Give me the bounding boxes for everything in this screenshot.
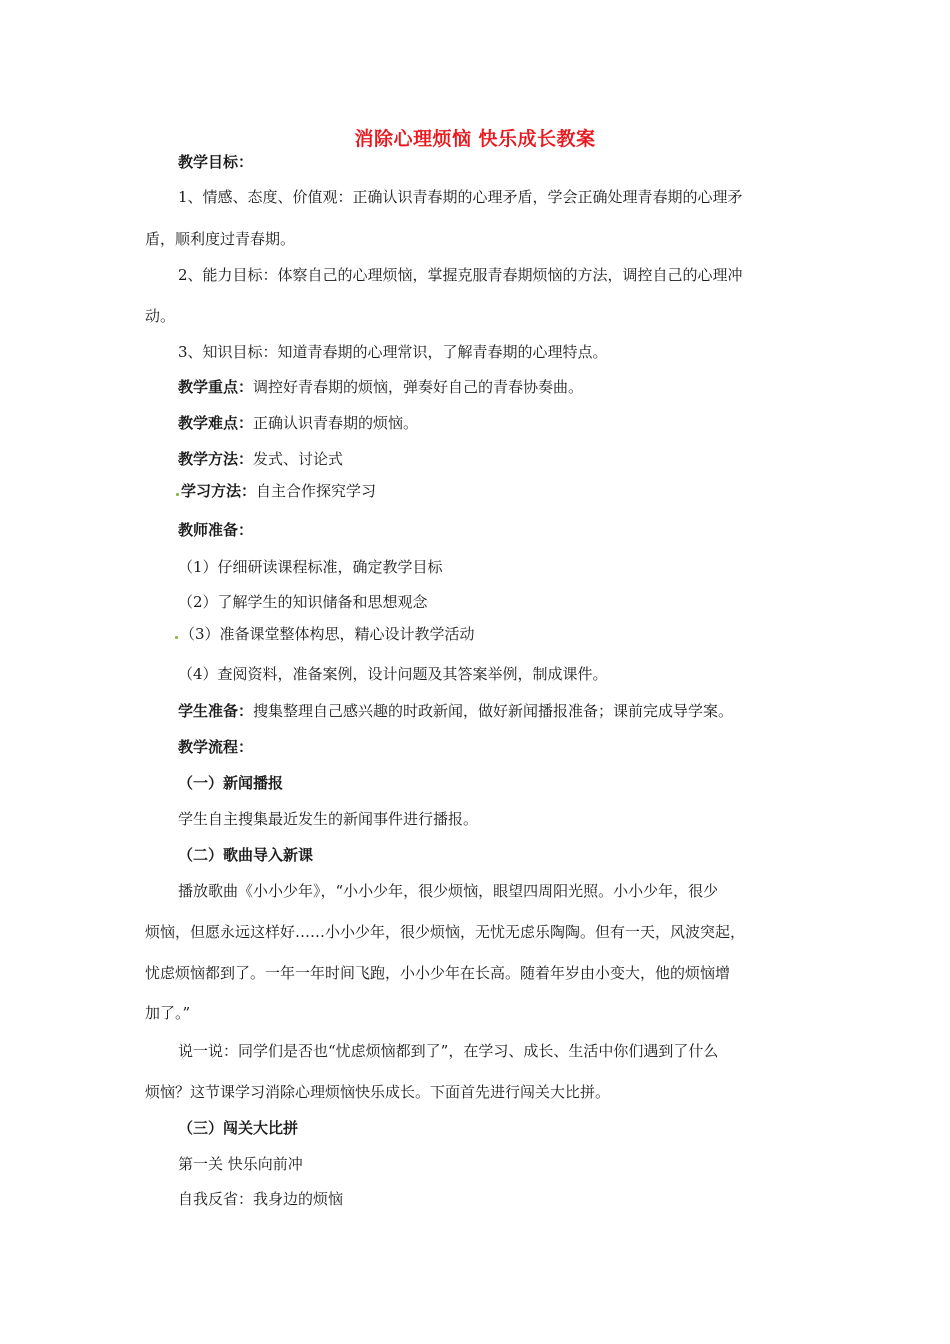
difficulty-point xyxy=(178,413,418,433)
song-line-1: 播放歌曲《小小少年》，“小小少年，很少烦恼，眼望四周阳光照。小小少年，很少 xyxy=(178,882,719,900)
difficulty-text: 正确认识青春期的烦恼。 xyxy=(253,414,419,432)
editor-mark xyxy=(175,636,178,639)
objective-1-line-1: 1、情感、态度、价值观：正确认识青春期的心理矛盾，学会正确处理青春期的心理矛 xyxy=(178,188,743,206)
objective-2-line-2: 动。 xyxy=(145,307,176,325)
song-line-4: 加了。” xyxy=(145,1004,191,1022)
discussion-line-2: 烦恼？这节课学习消除心理烦恼快乐成长。下面首先进行闯关大比拼。 xyxy=(145,1083,611,1101)
teacher-prep-item-1: （1）仔细研读课程标准，确定教学目标 xyxy=(178,558,443,576)
level-1-title: 第一关 快乐向前冲 xyxy=(178,1155,303,1173)
teaching-method-label: 教学方法： xyxy=(178,450,254,468)
editor-mark xyxy=(176,493,179,496)
teacher-prep-item-4: （4）查阅资料，准备案例，设计问题及其答案举例，制成课件。 xyxy=(178,665,608,683)
objective-1-line-2: 盾，顺利度过青春期。 xyxy=(145,230,296,248)
flow-heading: 教学流程： xyxy=(178,738,254,756)
key-point xyxy=(178,377,583,397)
key-point-label: 教学重点： xyxy=(178,378,254,396)
document-title: 消除心理烦恼 快乐成长教案 xyxy=(354,128,596,150)
teacher-prep-heading: 教师准备： xyxy=(178,521,254,539)
teacher-prep-item-2: （2）了解学生的知识储备和思想观念 xyxy=(178,593,428,611)
song-line-3: 忧虑烦恼都到了。一年一年时间飞跑，小小少年在长高。随着年岁由小变大，他的烦恼增 xyxy=(145,964,731,982)
teaching-method-text: 发式、讨论式 xyxy=(253,450,344,468)
student-prep-label: 学生准备： xyxy=(178,702,254,720)
student-prep xyxy=(178,701,733,721)
self-reflection: 自我反省：我身边的烦恼 xyxy=(178,1190,344,1208)
section-3-heading: （三）闯关大比拼 xyxy=(178,1119,299,1137)
objective-3: 3、知识目标：知道青春期的心理常识，了解青春期的心理特点。 xyxy=(178,343,608,361)
teacher-prep-item-3: （3）准备课堂整体构思，精心设计教学活动 xyxy=(180,625,475,643)
song-line-2: 烦恼，但愿永远这样好……小小少年，很少烦恼，无忧无虑乐陶陶。但有一天，风波突起， xyxy=(145,923,746,941)
learning-method xyxy=(181,481,376,501)
section-1-heading: （一）新闻播报 xyxy=(178,774,284,792)
teaching-method xyxy=(178,449,343,469)
objectives-heading: 教学目标： xyxy=(178,153,254,171)
key-point-text: 调控好青春期的烦恼，弹奏好自己的青春协奏曲。 xyxy=(253,378,584,396)
learning-method-label: 学习方法： xyxy=(181,482,257,500)
difficulty-label: 教学难点： xyxy=(178,414,254,432)
student-prep-text: 搜集整理自己感兴趣的时政新闻，做好新闻播报准备；课前完成导学案。 xyxy=(253,702,734,720)
section-2-heading: （二）歌曲导入新课 xyxy=(178,846,314,864)
discussion-line-1: 说一说：同学们是否也“忧虑烦恼都到了”，在学习、成长、生活中你们遇到了什么 xyxy=(178,1042,719,1060)
learning-method-text: 自主合作探究学习 xyxy=(256,482,377,500)
objective-2-line-1: 2、能力目标：体察自己的心理烦恼，掌握克服青春期烦恼的方法，调控自己的心理冲 xyxy=(178,266,743,284)
section-1-text: 学生自主搜集最近发生的新闻事件进行播报。 xyxy=(178,810,479,828)
